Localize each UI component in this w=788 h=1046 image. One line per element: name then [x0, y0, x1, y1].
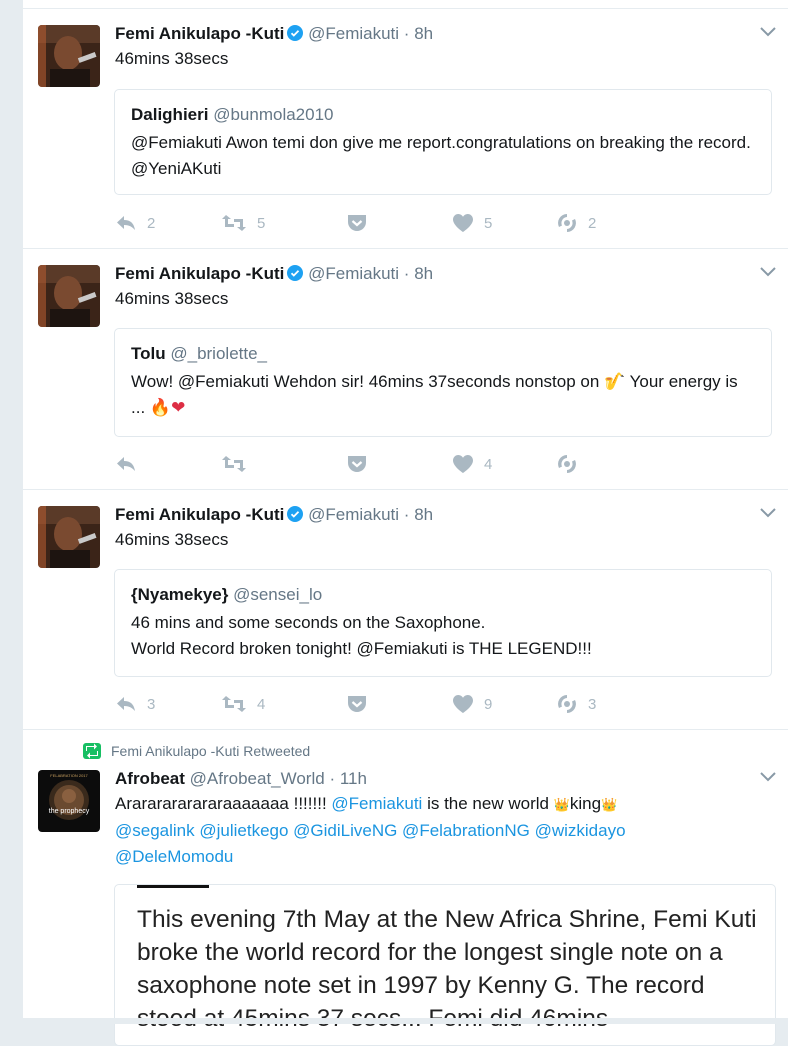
retweet-context: [83, 743, 310, 759]
heart-icon: [452, 213, 474, 233]
retweet-icon: [221, 214, 247, 232]
moments-button[interactable]: [556, 452, 588, 476]
tweet-header: [115, 505, 433, 525]
tweet-1[interactable]: [23, 9, 788, 249]
crown-emoji: 👑: [553, 797, 570, 812]
retweet-count: 5: [257, 214, 266, 232]
avatar[interactable]: [38, 770, 100, 832]
heart-icon: [452, 694, 474, 714]
tweet-actions: [115, 692, 715, 716]
quoted-author-handle: @bunmola2010: [213, 105, 334, 124]
author-name[interactable]: Femi Anikulapo -Kuti: [115, 24, 285, 43]
save-button[interactable]: [346, 211, 368, 235]
avatar[interactable]: [38, 265, 100, 327]
tweet-text: 46mins 38secs: [115, 49, 229, 68]
mention-link[interactable]: @Femiakuti: [331, 794, 423, 813]
tweet-header: [115, 264, 433, 284]
tweet-text-king: king: [569, 794, 602, 813]
tweet-2[interactable]: [23, 249, 788, 490]
quoted-author-name: Tolu: [131, 344, 166, 363]
quoted-tweet[interactable]: [114, 569, 772, 677]
bottom-edge: [0, 1018, 788, 1024]
quoted-author-name: Dalighieri: [131, 105, 209, 124]
saxophone-emoji: 🎷: [604, 372, 626, 391]
moments-icon: [556, 453, 578, 475]
author-name[interactable]: Femi Anikulapo -Kuti: [115, 264, 285, 283]
retweet-count: 4: [257, 695, 266, 713]
chevron-down-icon[interactable]: [759, 26, 777, 38]
moments-count: 3: [588, 695, 597, 713]
chevron-down-icon[interactable]: [759, 507, 777, 519]
retweet-button[interactable]: [221, 452, 257, 476]
author-name[interactable]: Afrobeat: [115, 769, 185, 788]
quoted-text: [131, 610, 755, 662]
retweeted-icon: [83, 743, 101, 759]
author-handle[interactable]: @Femiakuti: [308, 24, 400, 43]
tweet-header: [115, 24, 433, 44]
moments-button[interactable]: [556, 211, 596, 235]
separator-dot: ·: [329, 769, 336, 788]
tweet-text-start: Arararararararaaaaaaa !!!!!!!: [115, 794, 332, 813]
author-handle[interactable]: @Afrobeat_World: [189, 769, 325, 788]
tweet-actions: [115, 452, 715, 476]
quoted-text: [131, 369, 755, 421]
save-button[interactable]: [346, 452, 368, 476]
timestamp[interactable]: 8h: [414, 264, 434, 283]
moments-icon: [556, 212, 578, 234]
quoted-text-start: Wow! @Femiakuti Wehdon sir! 46mins 37seconds nonstop on: [131, 372, 605, 391]
crown-emoji: 👑: [601, 797, 618, 812]
like-count: 5: [484, 214, 493, 232]
pocket-icon: [346, 454, 368, 474]
heart-icon: [452, 454, 474, 474]
timestamp[interactable]: 8h: [414, 24, 434, 43]
chevron-down-icon[interactable]: [759, 771, 777, 783]
author-handle[interactable]: @Femiakuti: [308, 505, 400, 524]
quoted-author-name: {Nyamekye}: [131, 585, 229, 604]
reply-count: 3: [147, 695, 156, 713]
reply-button[interactable]: [115, 211, 155, 235]
quoted-text-mid: Your energy is ...: [131, 372, 738, 417]
verified-badge-icon: [287, 265, 303, 281]
retweet-context-text[interactable]: Femi Anikulapo -Kuti Retweeted: [111, 743, 311, 759]
pocket-icon: [346, 694, 368, 714]
save-button[interactable]: [346, 692, 368, 716]
separator-dot: ·: [403, 24, 410, 43]
tweet-text-mid: is the new world: [422, 794, 554, 813]
reply-button[interactable]: [115, 692, 155, 716]
mention-link[interactable]: @DeleMomodu: [115, 847, 234, 866]
separator-dot: ·: [403, 264, 410, 283]
like-button[interactable]: [452, 692, 492, 716]
avatar[interactable]: [38, 506, 100, 568]
fire-emoji: 🔥: [149, 398, 172, 417]
card-text: This evening 7th May at the New Africa Shrine, Femi Kuti broke the world record for the longest single note on a saxophone note set in 1997 by Kenny G. The record: [137, 906, 757, 999]
avatar-caption-top: FELABRATION 2017: [50, 773, 88, 778]
like-count: 9: [484, 695, 493, 713]
retweet-button[interactable]: [221, 211, 265, 235]
author-name[interactable]: Femi Anikulapo -Kuti: [115, 505, 285, 524]
moments-count: 2: [588, 214, 597, 232]
pocket-icon: [346, 213, 368, 233]
avatar[interactable]: [38, 25, 100, 87]
retweet-icon: [221, 695, 247, 713]
like-button[interactable]: [452, 211, 492, 235]
avatar-caption: the prophecy: [48, 808, 90, 815]
reply-icon: [115, 214, 137, 232]
quoted-text-line: World Record broken tonight! @Femiakuti is THE LEGEND!!!: [131, 639, 592, 658]
timestamp[interactable]: 11h: [339, 769, 367, 788]
reply-icon: [115, 455, 137, 473]
quoted-tweet[interactable]: [114, 328, 772, 437]
timeline: [22, 0, 788, 1024]
tweet-actions: [115, 211, 715, 235]
reply-button[interactable]: [115, 452, 147, 476]
mention-links[interactable]: @segalink @julietkego @GidiLiveNG @FelabrationNG @wizkidayo: [115, 821, 626, 840]
quoted-author-handle: @_briolette_: [170, 344, 268, 363]
retweet-button[interactable]: [221, 692, 265, 716]
quoted-author-handle: @sensei_lo: [233, 585, 323, 604]
timeline-top-divider: [23, 0, 788, 9]
card-top-bar: [137, 885, 209, 888]
tweet-3[interactable]: [23, 490, 788, 730]
tweet-header: [115, 769, 367, 789]
author-handle[interactable]: @Femiakuti: [308, 264, 400, 283]
moments-icon: [556, 693, 578, 715]
verified-badge-icon: [287, 25, 303, 41]
moments-button[interactable]: [556, 692, 596, 716]
tweet-text: 46mins 38secs: [115, 289, 229, 308]
retweet-icon: [221, 455, 247, 473]
tweet-text: [115, 791, 775, 870]
separator-dot: ·: [403, 505, 410, 524]
verified-badge-icon: [287, 506, 303, 522]
reply-count: 2: [147, 214, 156, 232]
chevron-down-icon[interactable]: [759, 266, 777, 278]
quoted-text-line: 46 mins and some seconds on the Saxophone.: [131, 613, 486, 632]
timestamp[interactable]: 8h: [414, 505, 434, 524]
quoted-tweet[interactable]: [114, 89, 772, 195]
heart-emoji: ❤: [171, 398, 186, 417]
reply-icon: [115, 695, 137, 713]
like-button[interactable]: [452, 452, 492, 476]
quoted-text: @Femiakuti Awon temi don give me report.congratulations on breaking the record. @YeniAKuti: [131, 133, 751, 178]
tweet-text: 46mins 38secs: [115, 530, 229, 549]
like-count: 4: [484, 455, 493, 473]
